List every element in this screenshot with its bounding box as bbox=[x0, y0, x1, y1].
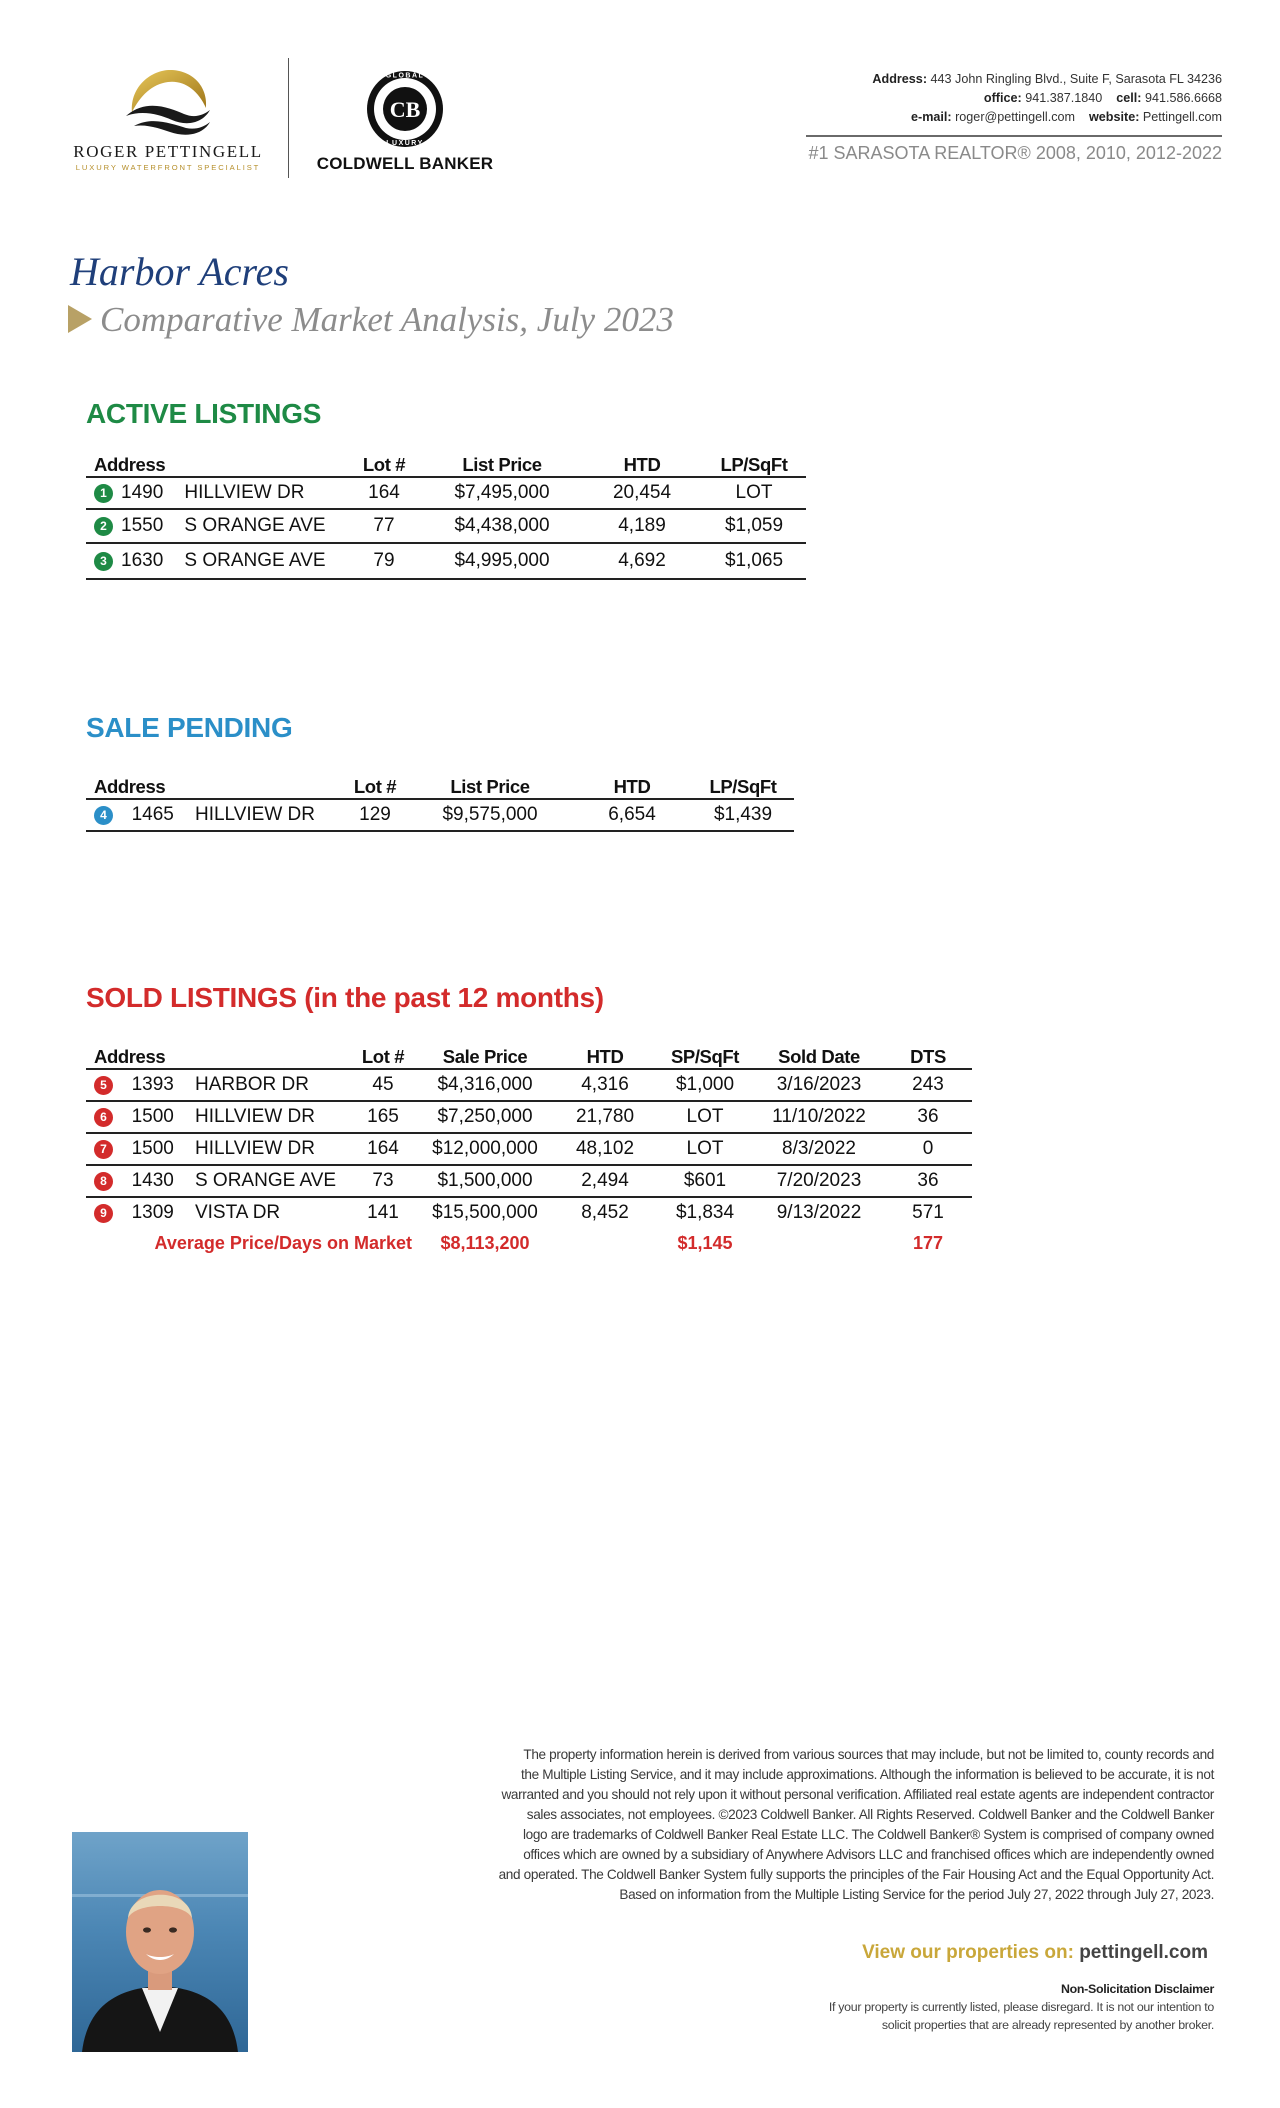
address-cell bbox=[86, 1069, 350, 1101]
website-url-link[interactable]: pettingell.com bbox=[1079, 1942, 1208, 1963]
psf-cell: LOT bbox=[656, 1101, 754, 1133]
address-value: 443 John Ringling Blvd., Suite F, Sarasota FL 34236 bbox=[930, 72, 1222, 86]
price-cell: $12,000,000 bbox=[416, 1133, 554, 1165]
dts-cell: 243 bbox=[884, 1069, 972, 1101]
svg-text:GLOBAL: GLOBAL bbox=[385, 72, 425, 80]
street-name: HILLVIEW DR bbox=[194, 804, 315, 825]
cell-value[interactable]: 941.586.6668 bbox=[1144, 91, 1222, 105]
col-lot: Lot # bbox=[350, 1042, 416, 1069]
street-number: 1500 bbox=[131, 1106, 174, 1127]
address-cell bbox=[86, 1197, 350, 1228]
col-address: Address bbox=[86, 1042, 350, 1069]
address-line bbox=[872, 70, 1222, 89]
svg-text:LUXURY: LUXURY bbox=[386, 140, 424, 147]
legal-disclaimer bbox=[494, 1745, 1214, 1905]
address-cell bbox=[86, 1133, 350, 1165]
cell-label: cell: bbox=[1116, 91, 1142, 105]
dts-cell: 36 bbox=[884, 1165, 972, 1197]
htd-cell: 48,102 bbox=[554, 1133, 656, 1165]
table-header-row bbox=[86, 1042, 972, 1069]
col-list-price: List Price bbox=[408, 772, 572, 799]
htd-cell: 4,692 bbox=[582, 543, 702, 579]
street-name: S ORANGE AVE bbox=[194, 1170, 337, 1191]
col-sale-price: Sale Price bbox=[416, 1042, 554, 1069]
sold-date-cell: 9/13/2022 bbox=[776, 1202, 862, 1223]
view-properties-line bbox=[862, 1942, 1208, 1964]
col-sold-date: Sold Date bbox=[754, 1042, 884, 1069]
disclaimer-line: The property information herein is derived from various sources that may include, but not be limited to, county records and bbox=[523, 1747, 1214, 1762]
non-solicitation-line: solicit properties that are already represented by another broker. bbox=[881, 2018, 1214, 2032]
sold-date-cell: 3/16/2023 bbox=[754, 1069, 884, 1101]
subtitle-text: Comparative Market Analysis, July 2023 bbox=[100, 300, 674, 339]
listing-number-badge: 1 bbox=[94, 484, 113, 503]
lot-cell: 165 bbox=[350, 1101, 416, 1133]
street-name: S ORANGE AVE bbox=[184, 515, 326, 536]
dts-cell: 36 bbox=[884, 1101, 972, 1133]
website-link[interactable]: Pettingell.com bbox=[1142, 110, 1222, 124]
ranking-text: #1 SARASOTA REALTOR® 2008, 2010, 2012-2022 bbox=[808, 143, 1222, 163]
table-row bbox=[86, 1101, 972, 1133]
price-cell: $7,495,000 bbox=[422, 477, 582, 509]
agent-portrait-image bbox=[72, 1832, 248, 2052]
price-cell: $15,500,000 bbox=[432, 1202, 538, 1223]
triangle-bullet-icon bbox=[68, 305, 92, 333]
address-cell bbox=[86, 799, 342, 831]
listing-number-badge: 7 bbox=[94, 1140, 113, 1159]
psf-cell: $1,059 bbox=[702, 509, 806, 543]
website-label: website: bbox=[1089, 110, 1140, 124]
table-row bbox=[86, 1165, 972, 1197]
disclaimer-line: and operated. The Coldwell Banker System fully supports the principles of the Fair Housing Act and the Equal Opportunity Act. bbox=[498, 1867, 1214, 1882]
street-number: 1309 bbox=[131, 1202, 174, 1223]
street-number: 1630 bbox=[121, 550, 164, 571]
psf-cell: $1,834 bbox=[675, 1202, 735, 1223]
address-cell bbox=[86, 477, 346, 509]
psf-cell: $1,439 bbox=[692, 799, 794, 831]
global-luxury-seal-icon bbox=[312, 64, 498, 150]
dts-cell: 0 bbox=[884, 1133, 972, 1165]
street-name: HILLVIEW DR bbox=[194, 1138, 315, 1159]
office-value[interactable]: 941.387.1840 bbox=[1025, 91, 1103, 105]
brand-tagline: LUXURY WATERFRONT SPECIALIST bbox=[75, 163, 261, 172]
average-dts: 177 bbox=[912, 1232, 944, 1253]
col-list-price: List Price bbox=[422, 450, 582, 477]
dts-cell: 571 bbox=[912, 1202, 944, 1223]
sold-date-cell: 11/10/2022 bbox=[754, 1101, 884, 1133]
table-row bbox=[86, 1069, 972, 1101]
htd-cell: 4,316 bbox=[554, 1069, 656, 1101]
brand-name: ROGER PETTINGELL bbox=[73, 142, 263, 161]
price-cell: $4,995,000 bbox=[422, 543, 582, 579]
street-number: 1430 bbox=[131, 1170, 174, 1191]
table-header-row bbox=[86, 450, 806, 477]
average-price: $8,113,200 bbox=[440, 1232, 530, 1253]
lot-cell: 164 bbox=[350, 1133, 416, 1165]
active-listings-table bbox=[86, 450, 806, 580]
disclaimer-line: sales associates, not employees. ©2023 Coldwell Banker. All Rights Reserved. Coldwell Banker and the Coldwell Banker bbox=[526, 1807, 1214, 1822]
lot-cell: 141 bbox=[367, 1202, 399, 1223]
col-dts: DTS bbox=[884, 1042, 972, 1069]
listing-number-badge: 2 bbox=[94, 517, 113, 536]
logo-divider bbox=[288, 58, 289, 178]
col-lot: Lot # bbox=[342, 772, 408, 799]
price-cell: $7,250,000 bbox=[416, 1101, 554, 1133]
street-name: HARBOR DR bbox=[194, 1074, 309, 1095]
psf-cell: $1,065 bbox=[702, 543, 806, 579]
disclaimer-line: logo are trademarks of Coldwell Banker Real Estate LLC. The Coldwell Banker® System is comprised of company owned bbox=[522, 1827, 1214, 1842]
email-link[interactable]: roger@pettingell.com bbox=[955, 110, 1075, 124]
lot-cell: 129 bbox=[342, 799, 408, 831]
phone-line bbox=[872, 89, 1222, 108]
street-name: HILLVIEW DR bbox=[194, 1106, 315, 1127]
table-row bbox=[86, 799, 794, 831]
partner-name: COLDWELL BANKER bbox=[316, 154, 494, 173]
price-cell: $9,575,000 bbox=[408, 799, 572, 831]
price-cell: $4,316,000 bbox=[416, 1069, 554, 1101]
htd-cell: 21,780 bbox=[554, 1101, 656, 1133]
average-psf: $1,145 bbox=[677, 1232, 733, 1253]
table-row bbox=[86, 1133, 972, 1165]
address-label: Address: bbox=[872, 72, 928, 86]
col-address: Address bbox=[86, 772, 342, 799]
psf-cell: LOT bbox=[656, 1133, 754, 1165]
listing-number-badge: 5 bbox=[94, 1076, 113, 1095]
agent-photo bbox=[72, 1832, 248, 2052]
sold-date-cell: 7/20/2023 bbox=[754, 1165, 884, 1197]
htd-cell: 2,494 bbox=[554, 1165, 656, 1197]
col-htd: HTD bbox=[572, 772, 692, 799]
price-cell: $4,438,000 bbox=[422, 509, 582, 543]
sold-listings-table bbox=[86, 1042, 972, 1258]
sold-date-cell: 8/3/2022 bbox=[754, 1133, 884, 1165]
table-row bbox=[86, 477, 806, 509]
street-number: 1500 bbox=[131, 1138, 174, 1159]
coldwell-banker-logo bbox=[312, 64, 498, 176]
listing-number-badge: 4 bbox=[94, 806, 113, 825]
psf-cell: $1,000 bbox=[656, 1069, 754, 1101]
price-cell: $1,500,000 bbox=[416, 1165, 554, 1197]
disclaimer-line: the Multiple Listing Service, and it may include approximations. Although the information is believed to be accurate, it is not bbox=[520, 1767, 1214, 1782]
col-lp-sqft: LP/SqFt bbox=[702, 450, 806, 477]
lot-cell: 73 bbox=[350, 1165, 416, 1197]
col-lp-sqft: LP/SqFt bbox=[692, 772, 794, 799]
col-htd: HTD bbox=[582, 450, 702, 477]
view-properties-label: View our properties on: bbox=[862, 1942, 1074, 1963]
average-label: Average Price/Days on Market bbox=[154, 1232, 412, 1253]
email-line bbox=[872, 108, 1222, 127]
page-subtitle bbox=[68, 300, 674, 340]
htd-cell: 6,654 bbox=[572, 799, 692, 831]
table-header-row bbox=[86, 772, 794, 799]
disclaimer-line: Based on information from the Multiple Listing Service for the period July 27, 2022 through July 27, 2023. bbox=[619, 1887, 1214, 1902]
address-cell bbox=[86, 1101, 350, 1133]
svg-text:CB: CB bbox=[389, 97, 421, 122]
street-name: HILLVIEW DR bbox=[184, 482, 305, 503]
email-label: e-mail: bbox=[911, 110, 952, 124]
address-cell bbox=[86, 1165, 350, 1197]
listing-number-badge: 6 bbox=[94, 1108, 113, 1127]
lot-cell: 45 bbox=[350, 1069, 416, 1101]
htd-cell: 20,454 bbox=[582, 477, 702, 509]
street-number: 1393 bbox=[131, 1074, 174, 1095]
street-number: 1490 bbox=[121, 482, 164, 503]
htd-cell: 4,189 bbox=[582, 509, 702, 543]
col-lot: Lot # bbox=[346, 450, 422, 477]
lot-cell: 77 bbox=[346, 509, 422, 543]
street-number: 1465 bbox=[131, 804, 174, 825]
disclaimer-line: offices which are owned by a subsidiary of Anywhere Advisors LLC and franchised offices which are independently owned bbox=[523, 1847, 1214, 1862]
average-row bbox=[86, 1228, 972, 1258]
sale-pending-heading: SALE PENDING bbox=[86, 712, 293, 743]
table-row bbox=[86, 543, 806, 579]
average-htd-blank bbox=[554, 1228, 656, 1258]
page-title: Harbor Acres bbox=[70, 249, 289, 294]
roger-pettingell-logo bbox=[68, 64, 268, 176]
listing-number-badge: 9 bbox=[94, 1204, 113, 1223]
table-row bbox=[86, 1197, 972, 1228]
col-sp-sqft: SP/SqFt bbox=[656, 1042, 754, 1069]
table-row bbox=[86, 509, 806, 543]
col-htd: HTD bbox=[554, 1042, 656, 1069]
listing-number-badge: 3 bbox=[94, 552, 113, 571]
street-number: 1550 bbox=[121, 515, 164, 536]
address-cell bbox=[86, 543, 346, 579]
sold-listings-heading: SOLD LISTINGS (in the past 12 months) bbox=[86, 982, 604, 1013]
house-wave-logo-icon bbox=[68, 64, 268, 142]
non-solicitation-block bbox=[829, 1980, 1214, 2034]
non-solicitation-line: If your property is currently listed, please disregard. It is not our intention to bbox=[828, 2000, 1214, 2014]
office-label: office: bbox=[983, 91, 1022, 105]
active-listings-heading: ACTIVE LISTINGS bbox=[86, 398, 322, 429]
psf-cell: $601 bbox=[656, 1165, 754, 1197]
sale-pending-table bbox=[86, 772, 794, 832]
listing-number-badge: 8 bbox=[94, 1172, 113, 1191]
street-name: S ORANGE AVE bbox=[184, 550, 326, 571]
average-date-blank bbox=[754, 1228, 884, 1258]
lot-cell: 164 bbox=[346, 477, 422, 509]
contact-divider bbox=[806, 135, 1222, 137]
street-name: VISTA DR bbox=[194, 1202, 281, 1223]
htd-cell: 8,452 bbox=[581, 1202, 629, 1223]
disclaimer-line: warranted and you should not rely upon it without personal verification. Affiliated real estate agents are independent contractor bbox=[501, 1787, 1214, 1802]
psf-cell: LOT bbox=[702, 477, 806, 509]
non-solicitation-title: Non-Solicitation Disclaimer bbox=[1060, 1982, 1214, 1996]
contact-block bbox=[872, 70, 1222, 127]
col-address: Address bbox=[86, 450, 346, 477]
address-cell bbox=[86, 509, 346, 543]
lot-cell: 79 bbox=[346, 543, 422, 579]
